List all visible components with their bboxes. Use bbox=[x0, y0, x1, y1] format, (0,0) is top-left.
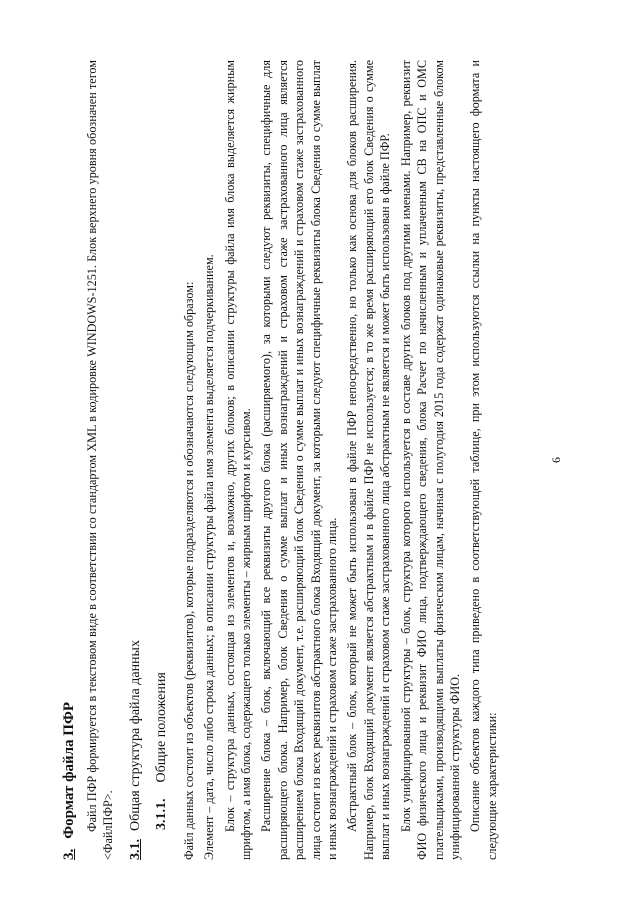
paragraph-unified: Блок унифицированной структуры – блок, структура которого используется в составе других блоков под другими именами. Например, реквизит ФИО физического лица и реквизит ФИО лица, подтверждающего сведения, блока Расчет по начисленным и уплаченным СВ на ОПС и ОМС плательщиками, производящими выплаты физическим лицам, начиная с полугодия 2015 года содержат одинаковые реквизиты, представленные блоком унифицированной структуры ФИО. bbox=[398, 60, 462, 860]
subsubsection-number: 3.1.1. bbox=[153, 798, 169, 830]
subsection-number: 3.1. bbox=[127, 839, 143, 860]
section-heading bbox=[60, 60, 78, 860]
paragraph-extension: Расширение блока – блок, включающий все реквизиты другого блока (расширяемого), за которыми следуют реквизиты, специфичные для расширяющего блока. Например, блок Сведения о сумме выплат и иных вознаграждений и страховом стаже застрахованного лица является расширением блока Входящий документ, т.е. расширяющий блок Сведения о сумме выплат и иных вознаграждений и страховом стаже застрахованного лица состоит из всех реквизитов абстрактного блока Входящий документ, за которыми следуют специфичные реквизиты блока Сведения о сумме выплат и иных вознаграждений и страховом стаже застрахованного лица. bbox=[259, 60, 340, 860]
subsection-title: Общая структура файла данных bbox=[127, 640, 143, 831]
intro-paragraph: Файл ПФР формируется в текстовом виде в соответствии со стандартом XML в кодировке WINDOWS-1251. Блок верхнего уровня обозначен тегом <ФайлПФР>. bbox=[85, 60, 116, 860]
paragraph-element: Элемент – дата, число либо строка данных; в описании структуры файла имя элемента выделяется подчеркиванием. bbox=[202, 254, 217, 860]
page-number: 6 bbox=[549, 457, 563, 463]
rotated-document bbox=[60, 60, 580, 860]
subsubsection-heading bbox=[153, 60, 171, 830]
section-title: Формат файла ПФР bbox=[61, 702, 77, 839]
subsubsection-title: Общие положения bbox=[153, 672, 169, 783]
paragraph-block: Блок – структура данных, состоящая из элементов и, возможно, других блоков; в описании структуры файла имя блока выделяется жирным шрифтом, а имя блока, содержащего только элементы – жирным шрифтом и курсивом. bbox=[222, 60, 254, 860]
section-number: 3. bbox=[61, 848, 77, 860]
subsection-heading bbox=[127, 60, 145, 860]
paragraph-objects: Файл данных состоит из объектов (реквизитов), которые подразделяются и обозначаются следующим образом: bbox=[181, 281, 196, 860]
paragraph-abstract: Абстрактный блок – блок, который не может быть использован в файле ПФР непосредственно, но только как основа для блоков расширения. Например, блок Входящий документ является абстрактным и в файле ПФР не используется; в то же время расширяющий его блок Сведения о сумме выплат и иных вознаграждений и страховом стаже застрахованного лица абстрактным не является и может быть использован в файле ПФР. bbox=[345, 60, 393, 860]
paragraph-description: Описание объектов каждого типа приведено в соответствующей таблице, при этом используются ссылки на пункты настоящего формата и следующие характеристики: bbox=[468, 60, 499, 860]
